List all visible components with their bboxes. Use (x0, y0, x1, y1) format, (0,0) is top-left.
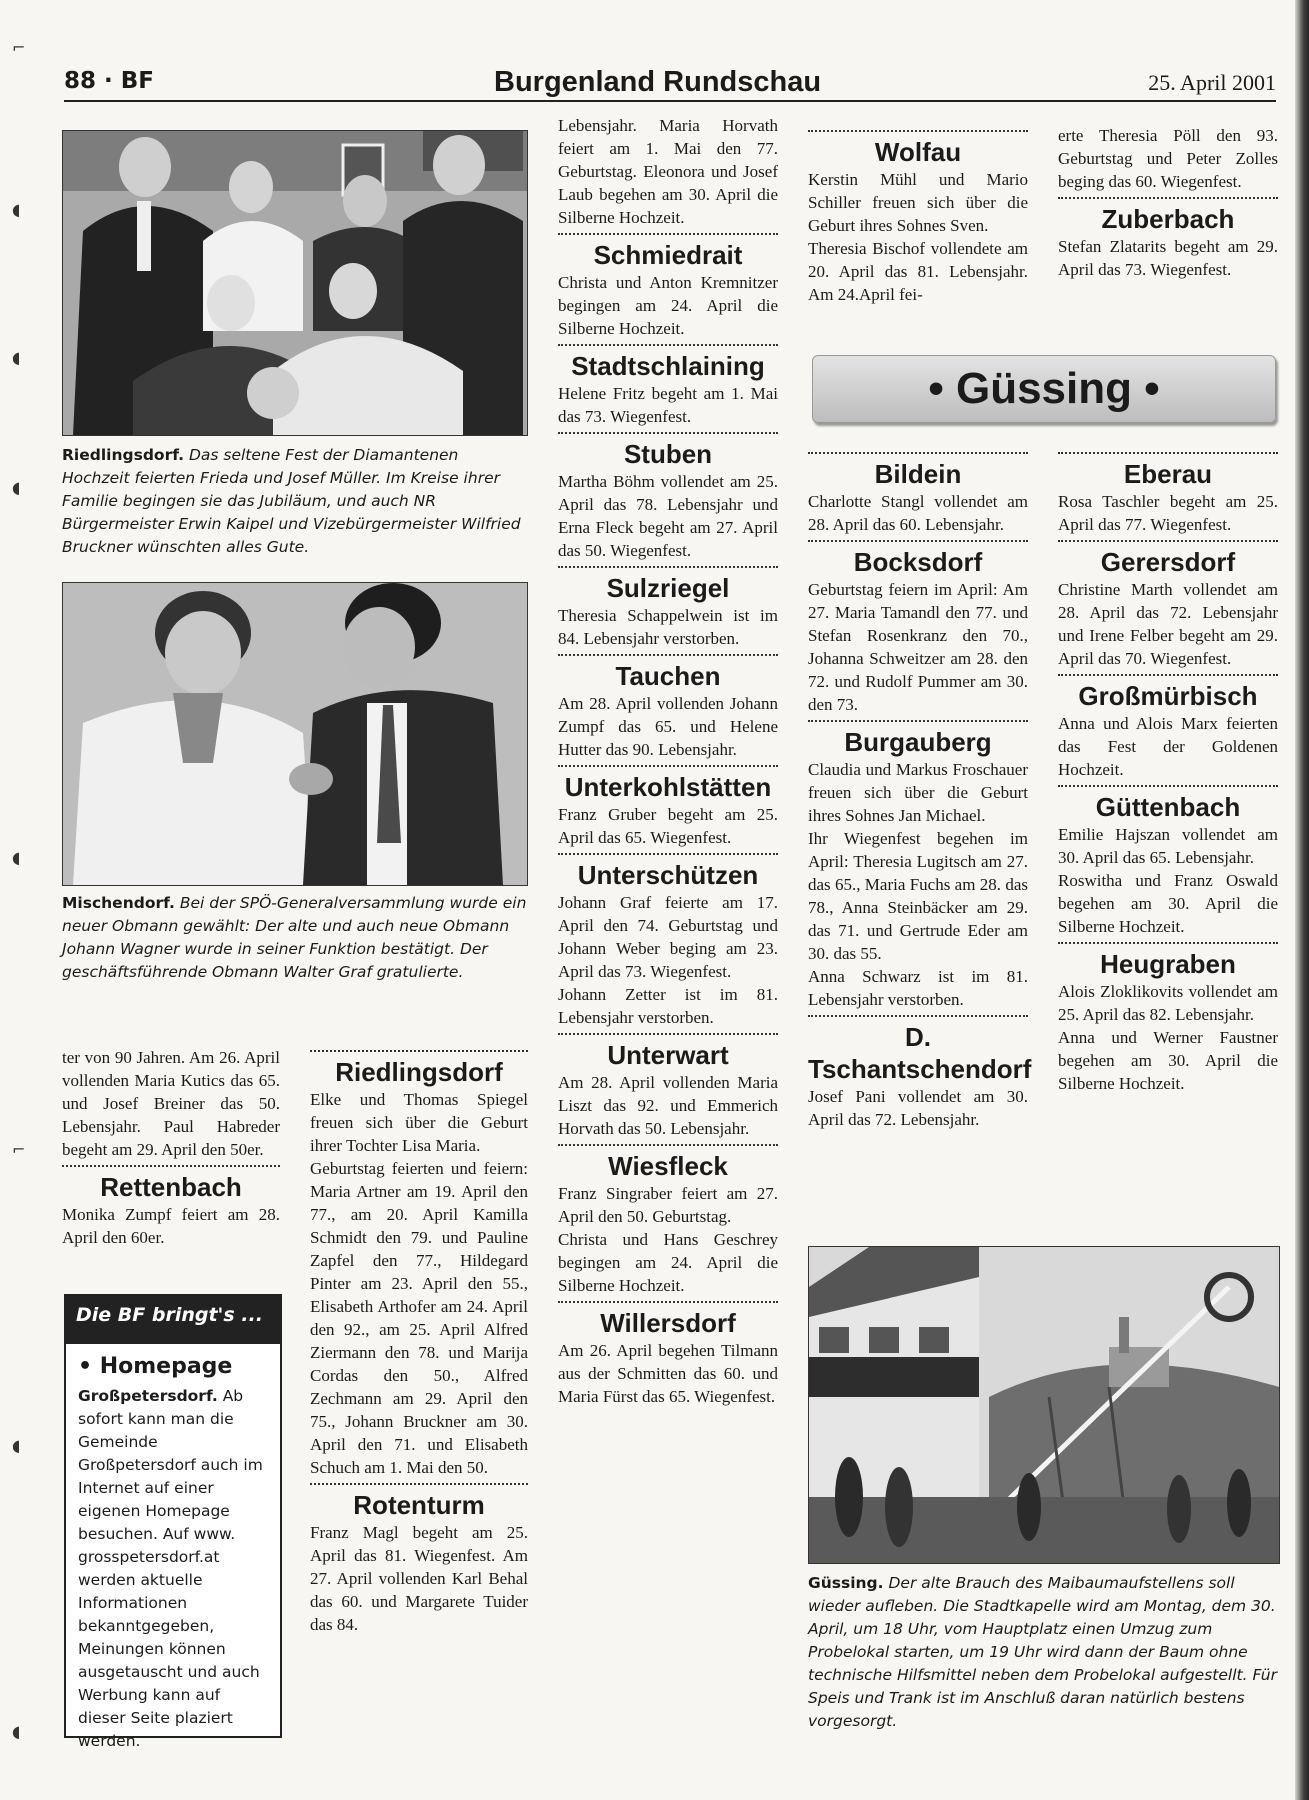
photo-maypole (808, 1246, 1280, 1564)
column-5 (1058, 448, 1278, 1095)
heading-zuberbach: Zuberbach (1101, 204, 1235, 234)
text-unterschuetzen-1: Johann Graf feierte am 17. April den 74. Geburtstag und Johann Weber beging am 23. April das 73. Wiegenfest. (558, 893, 778, 981)
heading-bildein: Bildein (874, 459, 962, 489)
heading-willersdorf: Willersdorf (600, 1308, 736, 1338)
dotted-divider (558, 654, 778, 656)
heading-unterwart: Unterwart (607, 1040, 729, 1070)
text-stuben: Martha Böhm vollendet am 25. April das 78. Lebensjahr und Erna Fleck begeht am 27. April das 50. Wiegenfest. (558, 472, 778, 560)
text-grossmuerbisch: Anna und Alois Marx feierten das Fest der Goldenen Hochzeit. (1058, 714, 1278, 779)
caption-place: Riedlingsdorf. (62, 446, 185, 464)
continuation-text: Lebensjahr. Maria Horvath feiert am 1. Mai den 77. Geburtstag. Eleonora und Josef Laub begehen am 30. April die Silberne Hochzeit. (558, 116, 778, 227)
heading-gerersdorf: Gerersdorf (1100, 547, 1236, 577)
text-riedlingsdorf-1: Elke und Thomas Spiegel freuen sich über die Geburt ihrer Tochter Lisa Maria. (310, 1090, 528, 1155)
caption-text: Bei der SPÖ-Generalversammlung wurde ein neuer Obmann gewählt: Der alte und auch neue Obmann Johann Wagner wurde in seiner Funktion bestätigt. Der geschäftsführende Obmann Walter Graf gratulierte. (62, 894, 527, 981)
info-box-body (78, 1385, 268, 1753)
heading-unterkohlstaetten: Unterkohlstätten (564, 772, 772, 802)
heading-rotenturm: Rotenturm (353, 1490, 485, 1520)
dotted-divider (310, 1483, 528, 1485)
text-heugraben-1: Alois Zloklikovits vollendet am 25. April das 82. Lebensjahr. (1058, 982, 1278, 1024)
caption-mischendorf (62, 892, 528, 984)
column-4-top (808, 126, 1028, 306)
page-number: 88 · BF (64, 68, 155, 94)
info-box-text: Ab sofort kann man die Gemeinde Großpetersdorf auch im Internet auf einer eigenen Homepage besuchen. Auf www. grosspetersdorf.at werden aktuelle Informationen bekanntgegeben, Meinungen können ausgetauscht und auch Werbung kann auf dieser Seite plaziert werden. (78, 1387, 263, 1750)
text-willersdorf: Am 26. April begehen Tilmann aus der Schmitten das 60. und Maria Fürst das 65. Wiegenfest. (558, 1341, 778, 1406)
text-wolfau-2: Theresia Bischof vollendete am 20. April das 81. Lebensjahr. Am 24.April fei- (808, 239, 1028, 304)
dotted-divider (808, 452, 1028, 454)
page-date: 25. April 2001 (1148, 70, 1276, 95)
text-guettenbach-2: Roswitha und Franz Oswald begehen am 30. April die Silberne Hochzeit. (1058, 871, 1278, 936)
text-unterkohlstaetten: Franz Gruber begeht am 25. April das 65. Wiegenfest. (558, 805, 778, 847)
text-schmiedrait: Christa und Anton Kremnitzer begingen am 24. April die Silberne Hochzeit. (558, 273, 778, 338)
text-wolfau-1: Kerstin Mühl und Mario Schiller freuen sich über die Geburt ihres Sohnes Sven. (808, 170, 1028, 235)
info-box-title: • Homepage (78, 1354, 233, 1379)
dotted-divider (1058, 942, 1278, 944)
text-stadtschlaining: Helene Fritz begeht am 1. Mai das 73. Wiegenfest. (558, 384, 778, 426)
caption-place: Güssing. (808, 1574, 884, 1592)
caption-riedlingsdorf (62, 444, 528, 559)
hole-mark-icon: ⌐ (12, 1140, 26, 1159)
heading-burgauberg: Burgauberg (844, 727, 992, 757)
caption-text: Der alte Brauch des Maibaumaufstellens soll wieder aufleben. Die Stadtkapelle wird am Montag, dem 30. April, um 18 Uhr, vom Hauptplatz einen Umzug zum Probelokal starten, um 19 Uhr wird dann der Baum ohne technische Hilfsmittel neben dem Probelokal aufgestellt. Für Speis und Trank ist im Anschluß daran natürlich bestens vorgesorgt. (808, 1574, 1277, 1730)
text-burgauberg-2: Ihr Wiegenfest begehen im April: Theresia Lugitsch am 27. das 65., Maria Fuchs am 28. das 78., Anna Steinbäcker am 29. das 71. und Gertrude Eder am 30. das 55. (808, 829, 1028, 963)
dotted-divider (558, 566, 778, 568)
caption-guessing (808, 1572, 1278, 1733)
heading-guettenbach: Güttenbach (1095, 792, 1241, 822)
text-zuberbach: Stefan Zlatarits begeht am 29. April das 73. Wiegenfest. (1058, 237, 1278, 279)
hole-mark-icon: ◖ (12, 200, 21, 219)
dotted-divider (558, 233, 778, 235)
dotted-divider (558, 765, 778, 767)
dotted-divider (1058, 452, 1278, 454)
photo-diamond-wedding (62, 130, 528, 436)
dotted-divider (808, 130, 1028, 132)
text-dtschantschendorf: Josef Pani vollendet am 30. April das 72. Lebensjahr. (808, 1087, 1028, 1129)
continuation-text: erte Theresia Pöll den 93. Geburtstag und Peter Zolles beging das 60. Wiegenfest. (1058, 126, 1278, 191)
heading-eberau: Eberau (1123, 459, 1213, 489)
text-eberau: Rosa Taschler begeht am 25. April das 77. Wiegenfest. (1058, 492, 1278, 534)
text-unterwart: Am 28. April vollenden Maria Liszt das 92. und Emmerich Horvath das 50. Lebensjahr. (558, 1073, 778, 1138)
text-tauchen: Am 28. April vollenden Johann Zumpf das 65. und Helene Hutter das 90. Lebensjahr. (558, 694, 778, 759)
heading-stadtschlaining: Stadtschlaining (571, 351, 765, 381)
continuation-text: ter von 90 Jahren. Am 26. April vollenden Maria Kutics das 65. und Josef Breiner das 50. Lebensjahr. Paul Habreder begeht am 29. April den 50er. (62, 1048, 280, 1159)
dotted-divider (1058, 540, 1278, 542)
info-box-homepage (64, 1294, 282, 1750)
heading-rettenbach: Rettenbach (100, 1172, 242, 1202)
heading-sulzriegel: Sulzriegel (606, 573, 730, 603)
hole-mark-icon: ◖ (12, 1722, 21, 1741)
text-guettenbach-1: Emilie Hajszan vollendet am 30. April das 65. Lebensjahr. (1058, 825, 1278, 867)
heading-stuben: Stuben (623, 439, 713, 469)
dotted-divider (558, 344, 778, 346)
text-wiesfleck-2: Christa und Hans Geschrey begingen am 24. April die Silberne Hochzeit. (558, 1230, 778, 1295)
dotted-divider (310, 1050, 528, 1052)
dotted-divider (62, 1165, 280, 1167)
hole-mark-icon: ⌐ (12, 38, 26, 57)
dotted-divider (558, 1144, 778, 1146)
info-box-header: Die BF bringt's ... (66, 1296, 280, 1344)
heading-riedlingsdorf: Riedlingsdorf (335, 1057, 503, 1087)
dotted-divider (558, 1301, 778, 1303)
dotted-divider (808, 540, 1028, 542)
column-5-top (1058, 124, 1278, 281)
dotted-divider (1058, 674, 1278, 676)
dotted-divider (558, 432, 778, 434)
heading-wolfau: Wolfau (874, 137, 962, 167)
dotted-divider (1058, 197, 1278, 199)
dotted-divider (558, 1033, 778, 1035)
heading-unterschuetzen: Unterschützen (577, 860, 759, 890)
heading-wiesfleck: Wiesfleck (608, 1151, 728, 1181)
heading-tauchen: Tauchen (615, 661, 721, 691)
heading-heugraben: Heugraben (1100, 949, 1236, 979)
heading-dtschantschendorf: D. Tschantschendorf (808, 1022, 1032, 1084)
text-wiesfleck-1: Franz Singraber feiert am 27. April den 50. Geburtstag. (558, 1184, 778, 1226)
text-rettenbach: Monika Zumpf feiert am 28. April den 60er. (62, 1205, 280, 1247)
caption-text: Das seltene Fest der Diamantenen Hochzeit feierten Frieda und Josef Müller. Im Kreise ihrer Familie begingen sie das Jubiläum, und auch NR Bürgermeister Erwin Kaipel und Vizebürgermeister Wilfried Bruckner wünschten alles Gute. (62, 446, 521, 556)
heading-schmiedrait: Schmiedrait (593, 240, 743, 270)
photo-handshake (62, 582, 528, 886)
column-4 (808, 448, 1032, 1131)
page-header (64, 66, 1276, 102)
dotted-divider (558, 853, 778, 855)
text-gerersdorf: Christine Marth vollendet am 28. April das 72. Lebensjahr und Irene Felber begeht am 29. April das 70. Wiegenfest. (1058, 580, 1278, 668)
hole-mark-icon: ◖ (12, 1436, 21, 1455)
text-bildein: Charlotte Stangl vollendet am 28. April das 60. Lebensjahr. (808, 492, 1028, 534)
dotted-divider (1058, 785, 1278, 787)
text-bocksdorf: Geburtstag feiern im April: Am 27. Maria Tamandl den 77. und Stefan Rosenkranz den 70., Johanna Schweitzer am 28. den 72. und Rudolf Pummer am 30. den 73. (808, 580, 1028, 714)
heading-bocksdorf: Bocksdorf (853, 547, 983, 577)
column-3 (558, 114, 778, 1408)
dotted-divider (808, 1015, 1028, 1017)
heading-grossmuerbisch: Großmürbisch (1078, 681, 1258, 711)
caption-place: Mischendorf. (62, 894, 175, 912)
column-1 (62, 1046, 280, 1249)
text-riedlingsdorf-2: Geburtstag feierten und feiern: Maria Artner am 19. April den 77., am 20. April Kamilla Schmidt den 79. und Pauline Zapfel den 77., Hildegard Pinter am 23. April den 55., Elisabeth Arthofer am 24. April den 92., am 25. April Alfred Ziermann den 78. und Marija Cordas den 50., Alfred Zechmann am 29. April den 75., Johann Bruckner am 30. April den 71. und Elisabeth Schuch am 1. Mai den 50. (310, 1159, 528, 1477)
text-burgauberg-1: Claudia und Markus Froschauer freuen sich über die Geburt ihres Sohnes Jan Michael. (808, 760, 1028, 825)
text-sulzriegel: Theresia Schappelwein ist im 84. Lebensjahr verstorben. (558, 606, 778, 648)
text-heugraben-2: Anna und Werner Faustner begehen am 30. April die Silberne Hochzeit. (1058, 1028, 1278, 1093)
hole-mark-icon: ◖ (12, 348, 21, 367)
section-banner-guessing: • Güssing • (812, 355, 1276, 423)
info-box-place: Großpetersdorf. (78, 1387, 218, 1405)
page-title: Burgenland Rundschau (494, 66, 822, 98)
text-unterschuetzen-2: Johann Zetter ist im 81. Lebensjahr verstorben. (558, 985, 778, 1027)
hole-mark-icon: ◖ (12, 848, 21, 867)
hole-mark-icon: ◖ (12, 478, 21, 497)
text-rotenturm: Franz Magl begeht am 25. April das 81. Wiegenfest. Am 27. April vollenden Karl Behal das 60. und Margarete Tuider das 84. (310, 1523, 528, 1634)
text-burgauberg-3: Anna Schwarz ist im 81. Lebensjahr verstorben. (808, 967, 1028, 1009)
binding-spine (1295, 0, 1309, 1800)
dotted-divider (808, 720, 1028, 722)
column-2 (310, 1046, 528, 1636)
